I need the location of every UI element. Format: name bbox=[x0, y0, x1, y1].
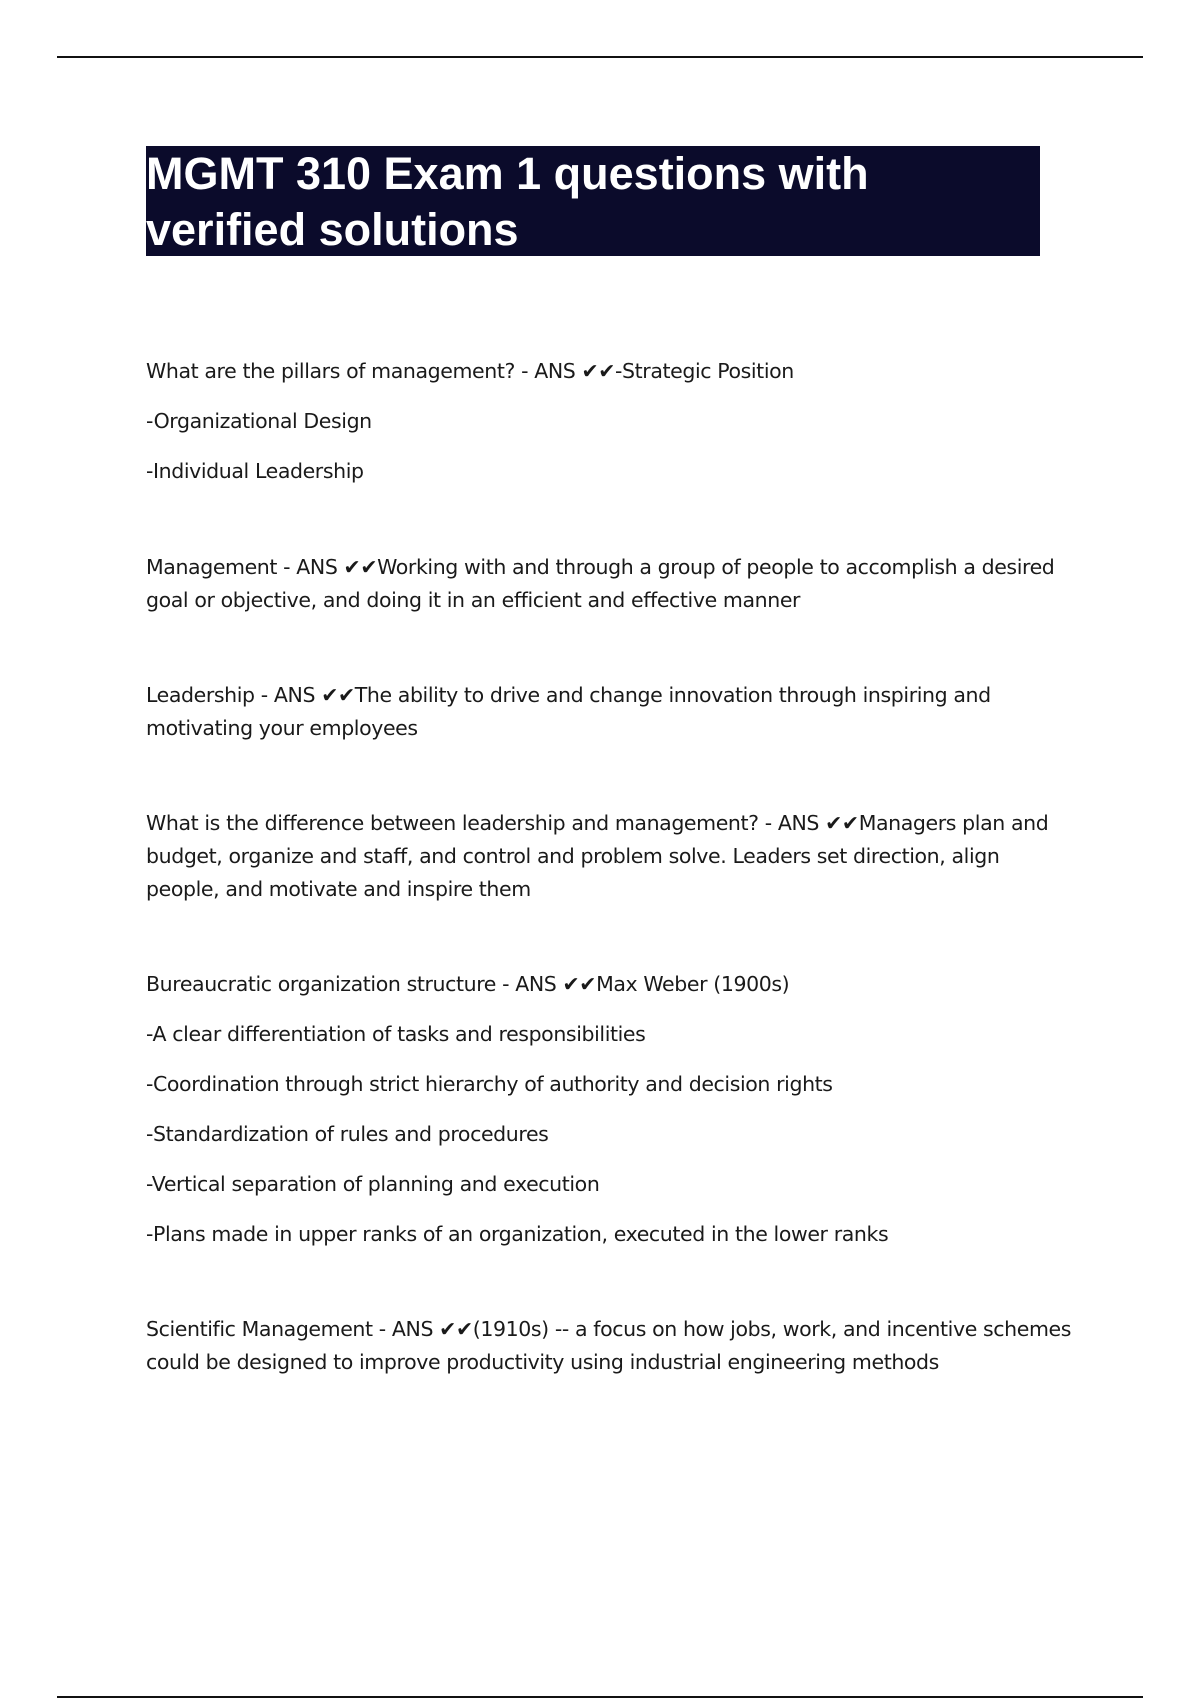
qa-entry-difference bbox=[146, 807, 1076, 906]
qa-bullet: -Standardization of rules and procedures bbox=[146, 1122, 549, 1146]
qa-content bbox=[146, 355, 1076, 1379]
qa-bullet: -Coordination through strict hierarchy of authority and decision rights bbox=[146, 1072, 833, 1096]
qa-text: Bureaucratic organization structure - ANS ✔✔Max Weber (1900s) bbox=[146, 972, 790, 996]
qa-entry-pillars bbox=[146, 355, 1076, 488]
qa-text: Leadership - ANS ✔✔The ability to drive and change innovation through inspiring and motivating your employees bbox=[146, 683, 991, 740]
qa-entry-leadership bbox=[146, 679, 1076, 745]
qa-text: What is the difference between leadership and management? - ANS ✔✔Managers plan and budget, organize and staff, and control and problem solve. Leaders set direction, align people, and motivate and inspire them bbox=[146, 811, 1049, 901]
qa-entry-bureaucratic bbox=[146, 968, 1076, 1251]
bottom-rule bbox=[57, 1696, 1143, 1698]
qa-text: Management - ANS ✔✔Working with and through a group of people to accomplish a desired goal or objective, and doing it in an efficient and effective manner bbox=[146, 555, 1055, 612]
qa-entry-management bbox=[146, 551, 1076, 617]
top-rule bbox=[57, 56, 1143, 58]
qa-text: Scientific Management - ANS ✔✔(1910s) -- a focus on how jobs, work, and incentive schemes could be designed to improve productivity using industrial engineering methods bbox=[146, 1317, 1072, 1374]
qa-bullet: -Vertical separation of planning and execution bbox=[146, 1172, 600, 1196]
qa-text: What are the pillars of management? - ANS ✔✔-Strategic Position bbox=[146, 359, 794, 383]
qa-bullet: -Individual Leadership bbox=[146, 459, 364, 483]
qa-bullet: -Organizational Design bbox=[146, 409, 372, 433]
qa-bullet: -Plans made in upper ranks of an organization, executed in the lower ranks bbox=[146, 1222, 889, 1246]
page-title: MGMT 310 Exam 1 questions with verified solutions bbox=[146, 148, 869, 255]
qa-entry-scientific bbox=[146, 1313, 1076, 1379]
qa-bullet: -A clear differentiation of tasks and responsibilities bbox=[146, 1022, 646, 1046]
title-banner bbox=[146, 146, 1040, 256]
